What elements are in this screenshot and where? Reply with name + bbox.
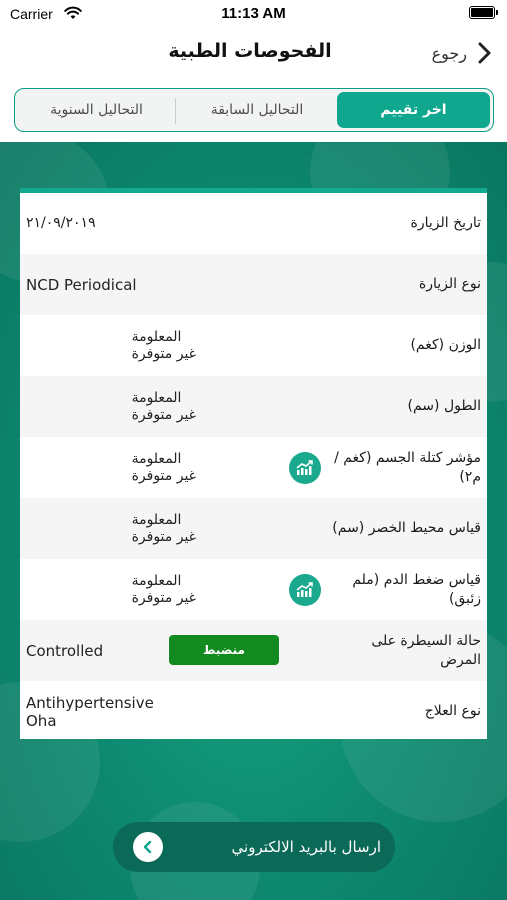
row-label: تاريخ الزيارة [410, 215, 481, 232]
back-label: رجوع [431, 43, 467, 63]
row-value [26, 498, 196, 559]
blood-pressure-chart-button[interactable] [289, 574, 321, 606]
row-value [26, 315, 196, 376]
visit-date-value: ٢١/٠٩/٢٠١٩ [26, 215, 96, 232]
value-line: غير متوفرة [131, 589, 196, 606]
row-height [20, 376, 487, 437]
send-email-button[interactable] [113, 822, 395, 872]
row-label: الطول (سم) [407, 398, 481, 415]
tab-annual-tests[interactable]: التحاليل السنوية [50, 102, 143, 118]
value-line: غير متوفرة [131, 345, 196, 362]
row-label: الوزن (كغم) [410, 337, 481, 354]
row-value [26, 193, 196, 254]
row-label: مؤشر كتلة الجسم (كغم /م٢) [334, 449, 481, 485]
bmi-chart-button[interactable] [289, 452, 321, 484]
value-line: غير متوفرة [131, 406, 196, 423]
segment-tabs [14, 88, 494, 132]
back-button[interactable] [432, 38, 493, 68]
tab-latest-assessment[interactable]: اخر تقييم [337, 92, 490, 128]
row-value: NCD Periodical [26, 275, 137, 294]
value-line: Oha [26, 711, 57, 730]
tab-divider [175, 98, 176, 124]
row-bmi [20, 437, 487, 498]
row-value [26, 376, 196, 437]
chevron-left-icon [133, 832, 163, 862]
row-control-status [20, 620, 487, 681]
row-visit-type [20, 254, 487, 315]
row-label: قياس محيط الخصر (سم) [332, 520, 481, 537]
value-line: المعلومة [131, 328, 182, 345]
value-line: غير متوفرة [131, 467, 196, 484]
chart-up-icon [296, 460, 314, 476]
value-line: Antihypertensive [26, 693, 154, 712]
row-blood-pressure [20, 559, 487, 620]
page-title: الفحوصات الطبية [168, 40, 332, 62]
row-label: نوع الزيارة [418, 276, 481, 293]
row-treatment-type [20, 681, 487, 742]
value-line: المعلومة [131, 572, 182, 589]
status-badge: منضبط [169, 635, 279, 665]
row-value [26, 681, 196, 742]
chevron-right-icon [477, 41, 493, 65]
row-value [26, 437, 196, 498]
row-value [26, 559, 196, 620]
battery-icon [469, 6, 495, 19]
assessment-card [20, 188, 487, 739]
value-line: المعلومة [131, 450, 182, 467]
status-bar [0, 0, 507, 30]
send-email-label: ارسال بالبريد الالكتروني [231, 838, 381, 856]
row-label: نوع العلاج [424, 703, 481, 720]
row-label: قياس ضغط الدم (ملم زئبق) [352, 571, 481, 607]
row-visit-date [20, 193, 487, 254]
row-value: Controlled [26, 641, 104, 660]
carrier-label: Carrier [10, 6, 53, 22]
nav-bar [0, 30, 507, 78]
tab-previous-tests[interactable]: التحاليل السابقة [210, 102, 304, 118]
clock: 11:13 AM [221, 5, 286, 22]
value-line: غير متوفرة [131, 528, 196, 545]
chart-up-icon [296, 582, 314, 598]
row-label: حالة السيطرة على المرض [371, 632, 481, 668]
row-waist [20, 498, 487, 559]
row-weight [20, 315, 487, 376]
value-line: المعلومة [131, 511, 182, 528]
value-line: المعلومة [131, 389, 182, 406]
